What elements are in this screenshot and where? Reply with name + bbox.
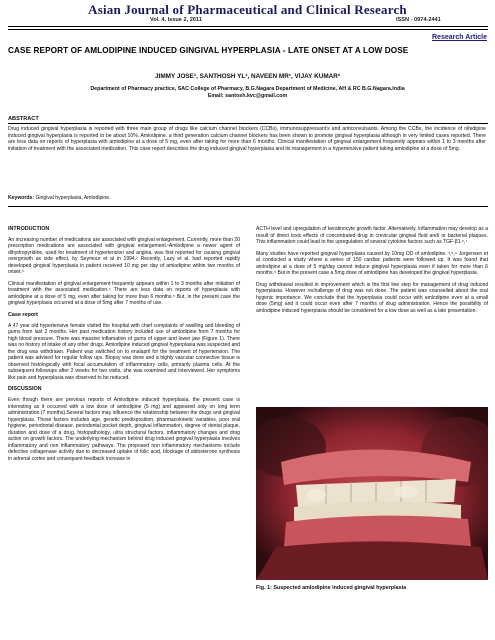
volume-issue: Vol. 4, Issue 2, 2011 — [150, 17, 202, 23]
abstract-rule — [8, 123, 488, 124]
right-paragraph-2: Many studies have reported gingival hyperplasia caused by 10mg OD of amlodipine. ³,⁸,⁹ Jorgensen et al conducted a study where a series of 150 cardiac patients were followed up. It was found that amlodipine at a dose of 5 mg/day cannot induce gingival hyperplasia even if taken for more than 6 months.⁵ But in the present case a 5mg dose of amlodipine has developed the gingival hyperplasia. — [256, 250, 488, 277]
intro-paragraph-2: Clinical manifestation of gingival enlargement frequently appears within 1 to 3 months after initiation of treatment with the associated medication.⁴ There are less data on reports of hyperplasia with amlodipine at a dose of 5 mg, even after taking for more than 6 months.⁵ But, in the present case the gingival hyperplasia occurred at a dose of 5mg after 7 months of use. — [8, 280, 240, 307]
discussion-paragraph: Even though there are previous reports of Amlodipine induced hyperplasia, the present case is interesting as it occurred with a low dose of amlodipine (5 mg) and appeared only on long term administration (7 months).Several factors may influence the relationship between the drugs and gingival hyperplasia. Those factors includes age, genetic predisposition, pharmacokinetic variables, poor oral hygiene, periodontal disease, periodontal pocket depth, gingival inflammation, degree of dental plaque, duration and dose of a drug, histopathology, ultra structural factors, inflammatory changes and drug action on growth factors. The underlying mechanism behind drug induced gingival hyperplasia involves inflammatory and non inflammatory pathways. The proposed non inflammatory mechanisms include defective collagenase activity due to decreased uptake of folic acid, blockage of aldosterone synthesis in adrenal cortex and consequent feedback increase in — [8, 397, 240, 462]
paper-title: CASE REPORT OF AMLODIPINE INDUCED GINGIVAL HYPERPLASIA - LATE ONSET AT A LOW DOSE — [8, 46, 409, 55]
case-heading: Case report — [8, 312, 38, 319]
figure-caption: Fig. 1: Suspected amlodipine induced gingival hyperplasia — [256, 585, 407, 591]
right-paragraph-3: Drug withdrawal resulted in improvement which is the first line step for management of drug induced hyperplasia. However rechallenge of drug was not done. The patient was counselled about the oral hygenic importance. We conclude that the hyperplasia could occur with amlodipine even at a small dose (5mg) and it could occur even after 7 months of drug administration. Hence the possibility of amlodipine induced hyperplasia should be considered for a low dose as well as a late presentation. — [256, 281, 488, 315]
right-paragraph-1: ACTH level and upregulation of keratinocyte growth factor. Alternatively, inflammation may develop as a result of direct toxic effects of concentrated drug in crevicular gingival fluid and/ or bacterial plaques. This inflammation could lead to the upregulation of several cytokine factors such as TGF-β1.⁶,⁷ — [256, 226, 488, 246]
discussion-heading: DISCUSSION — [8, 386, 42, 393]
abstract-heading: ABSTRACT — [8, 116, 39, 122]
left-column — [8, 226, 240, 463]
keywords-text: Gingival hyperplasia, Amlodipine. — [34, 195, 111, 201]
affiliation-block — [0, 86, 495, 100]
email: Email: santosh.kvc@gmail.com — [207, 93, 288, 99]
section-rule — [8, 206, 488, 207]
keywords — [8, 195, 111, 201]
issn: ISSN - 0974-2441 — [396, 17, 441, 23]
journal-name: Asian Journal of Pharmaceutical and Clinical Research — [88, 2, 407, 17]
case-paragraph: A 47 year old hypertensive female visited the hospital with chief complaints of swelling and bleeding of gums from last 2 months. Her past medication history included use of amlodipine from 7 months for high blood pressure. There was massive inflamation of gums of upper and lower jaw (Figure 1). There was no history of intake of any other drugs. Amlodipine induced gingival hyperplasia was suspected and the drug was withdrawn. Patient was switched on to enalapril for the treatment of hypertension. The patient was advised for regular follow ups. Biopsy was done and a highly vascular connective tissue is observed histologically with focal accumulation of inflammatory cells, primarily plasma cells. At the subsequent followups after 2 weeks for two visits, she was examined and interviewed. Her symptoms like pain and hyperplasia was observed to be reduced. — [8, 322, 240, 381]
intro-paragraph-1: An increasing number of medications are associated with gingival enlargement. Currently, more than 20 prescription medications are associated with gingival enlargement.¹Amlodipine a newer agent of dihydropyridine, used for treatment of hypertension and angina, was first reported for causing gingival overgrowth as side effect, by Seymour et al in 1994.² Recently, Lazy et al. had reported rapidly developed gingival hyperplasia in patient received 10 mg per day of amlodipine within two months of onset.³ — [8, 236, 240, 276]
article-type: Research Article — [432, 34, 487, 41]
abstract-text: Drug induced gingival hyperplasia is reported with three main group of drugs like calcium channel blockers (CCBs), immunosuppressant's and anticonvulsants. Among the CCBs, the incidence of nifedipine induced gingival hyperplasia is reported to be about 10%. Amlodipine, a third generation calcium channel blockers has been shown to promote gingival hyperplasia although in very limited cases reported. There are less data on reports of hyperplasia with amlodipine at a dose of 5 mg, even after taking for more than 6 months. Clinical manifestation of gingival enlargement frequently appears within 1 to 3 months after initiation of treatment with the associated medication. This case report describes the drug induced gingival hyperplasia and its management in a hypertensive patient taking amlodipine at a dose of 5mg. — [8, 126, 486, 152]
keywords-label: Keywords: — [8, 195, 35, 201]
header-rule-thin — [8, 29, 488, 30]
affiliation: Department of Pharmacy practice, SAC College of Pharmacy, B.G.Nagara Department of Medicine, AH & RC B.G.Nagara.India — [90, 86, 405, 92]
authors: JIMMY JOSE¹, SANTHOSH YL¹, NAVEEN MR¹, VIJAY KUMAR² — [155, 73, 340, 80]
gingival-photo — [256, 407, 488, 580]
intro-heading: INTRODUCTION — [8, 226, 50, 232]
right-column — [256, 226, 488, 315]
header-rule — [8, 26, 488, 27]
